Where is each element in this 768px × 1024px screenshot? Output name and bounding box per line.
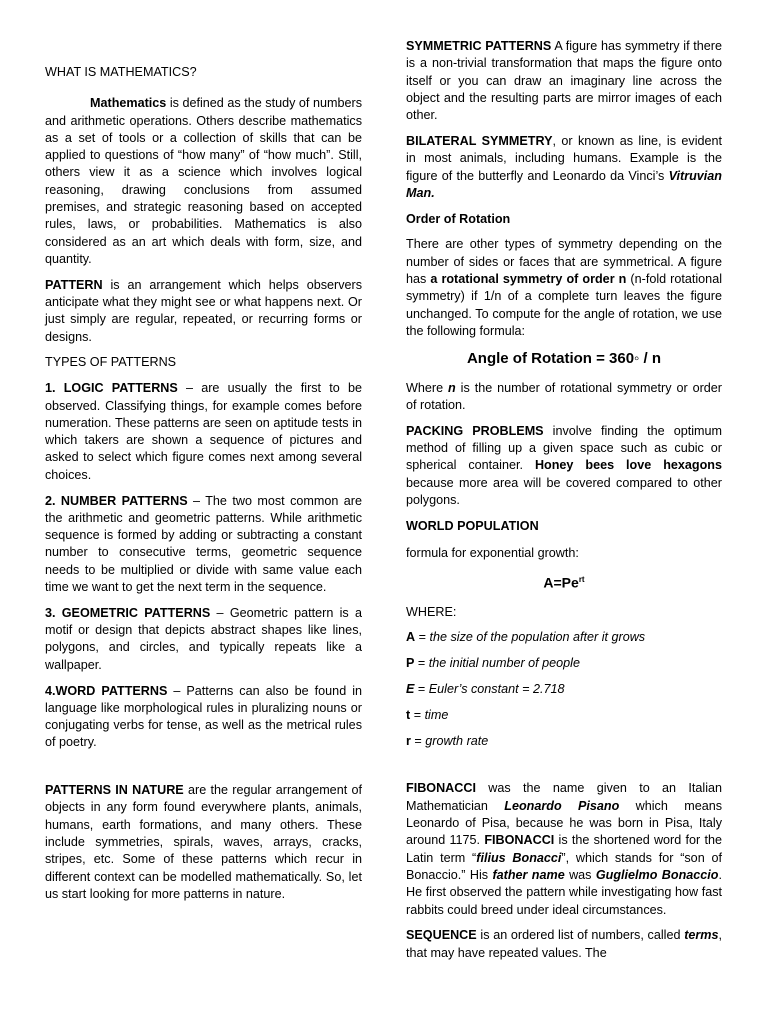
- spacer: [45, 760, 362, 782]
- sequence-paragraph: SEQUENCE is an ordered list of numbers, called terms, that may have repeated values. The: [406, 928, 722, 960]
- right-column: [406, 38, 722, 970]
- world-population-heading: WORLD POPULATION: [406, 518, 539, 533]
- bilateral-symmetry-paragraph: BILATERAL SYMMETRY, or known as line, is evident in most animals, including humans. Example is the figure of the butterfly and Leonardo da Vinci’s Vitruvian Man.: [406, 133, 723, 200]
- exponential-growth-formula: $A=Pe^{rt}$: [543, 574, 585, 591]
- variable-item: t = time: [406, 707, 449, 722]
- where-label: WHERE:: [406, 604, 457, 619]
- symmetric-patterns-paragraph: SYMMETRIC PATTERNS A figure has symmetry if there is a non-trivial transformation that maps the figure onto itself or you can draw an imaginary line across the object and the resulting parts are mirror images of each other.: [406, 39, 723, 123]
- rotation-paragraph: There are other types of symmetry depending on the number of sides or faces that are symmetrical. A figure has a rotational symmetry of order n (n-fold rotational symmetry) if 1/n of a complete turn leaves the figure unchanged. To compute for the angle of rotation, we use the following formula:: [406, 237, 722, 338]
- packing-problems-paragraph: PACKING PROBLEMS involve finding the optimum method of filling up a given space such as cubic or spherical container. Honey bees love hexagons because more area will be covered compared to other polygons.: [406, 423, 722, 507]
- variable-item: P = the initial number of people: [406, 656, 580, 671]
- patterns-in-nature-paragraph: PATTERNS IN NATURE are the regular arrangement of objects in any form found everywhere plants, animals, humans, earth formations, and many others. These include symmetries, spirals, waves, arrays, cracks, stripes, etc. Some of these patterns which recur in different context can be modelled mathematically. So, let us start looking for more patterns in nature.: [45, 783, 362, 901]
- variable-item: A = the size of the population after it grows: [406, 630, 646, 645]
- where-n-paragraph: Where n is the number of rotational symmetry or order of rotation.: [406, 380, 722, 412]
- fibonacci-paragraph: FIBONACCI was the name given to an Italian Mathematician Leonardo Pisano which means Leonardo of Pisa, because he was born in Pisa, Italy around 1175. FIBONACCI is the shortened word for the Latin term “filius Bonacci”, which stands for “son of Bonaccio.” His father name was Guglielmo Bonaccio. He first observed the pattern while investigating how fast rabbits could breed under ideal circumstances.: [406, 781, 723, 917]
- left-column: [45, 64, 362, 912]
- what-is-math-heading: WHAT IS MATHEMATICS?: [45, 65, 197, 79]
- exponential-growth-intro: formula for exponential growth:: [406, 545, 579, 560]
- logic-patterns-paragraph: 1. LOGIC PATTERNS – are usually the first to be observed. Classifying things, for example comes before numeration. These patterns are seen on aptitude tests in which takers are shown a sequence of pictures and asked to select which figure comes next among several choices.: [45, 381, 362, 482]
- geometric-patterns-paragraph: 3. GEOMETRIC PATTERNS – Geometric pattern is a motif or design that depicts abstract shapes like lines, polygons, and circles, and typically repeats like a wallpaper.: [45, 605, 362, 672]
- order-of-rotation-heading: Order of Rotation: [406, 211, 511, 226]
- word-patterns-paragraph: 4.WORD PATTERNS – Patterns can also be found in language like morphological rules in pluralizing nouns or conjugating verbs for tense, as well as the metrical rules of poetry.: [45, 683, 362, 750]
- angle-of-rotation-formula: Angle of Rotation = 360◦ / n: [466, 350, 662, 368]
- math-definition-paragraph: Mathematics is defined as the study of numbers and arithmetic operations. Others describe mathematics as a set of tools or a collection of skills that can be applied to questions of “how many” of “how much”. Still, others view it as a science which involves logical reasoning, drawing conclusions from assumed premises, and strategic reasoning based on accepted rules, laws, or probabilities. Mathematics is also considered as an art which deals with form, size, and quantity.: [45, 96, 362, 266]
- types-of-patterns-heading: TYPES OF PATTERNS: [45, 355, 177, 370]
- variable-item: r = growth rate: [406, 733, 489, 748]
- number-patterns-paragraph: 2. NUMBER PATTERNS – The two most common are the arithmetic and geometric patterns. While arithmetic sequence is formed by adding or subtracting a constant number to consecutive terms, geometric sequence needs to be multiplied or divide with same value each time we want to get the next term in the sequence.: [45, 493, 362, 595]
- variable-item: E = Euler’s constant = 2.718: [406, 682, 565, 697]
- spacer: [406, 758, 722, 780]
- pattern-paragraph: PATTERN is an arrangement which helps observers anticipate what they might see or what happens next. Or just simply are regular, repeated, or recurring forms or designs.: [45, 277, 362, 344]
- variable-list: [406, 629, 722, 749]
